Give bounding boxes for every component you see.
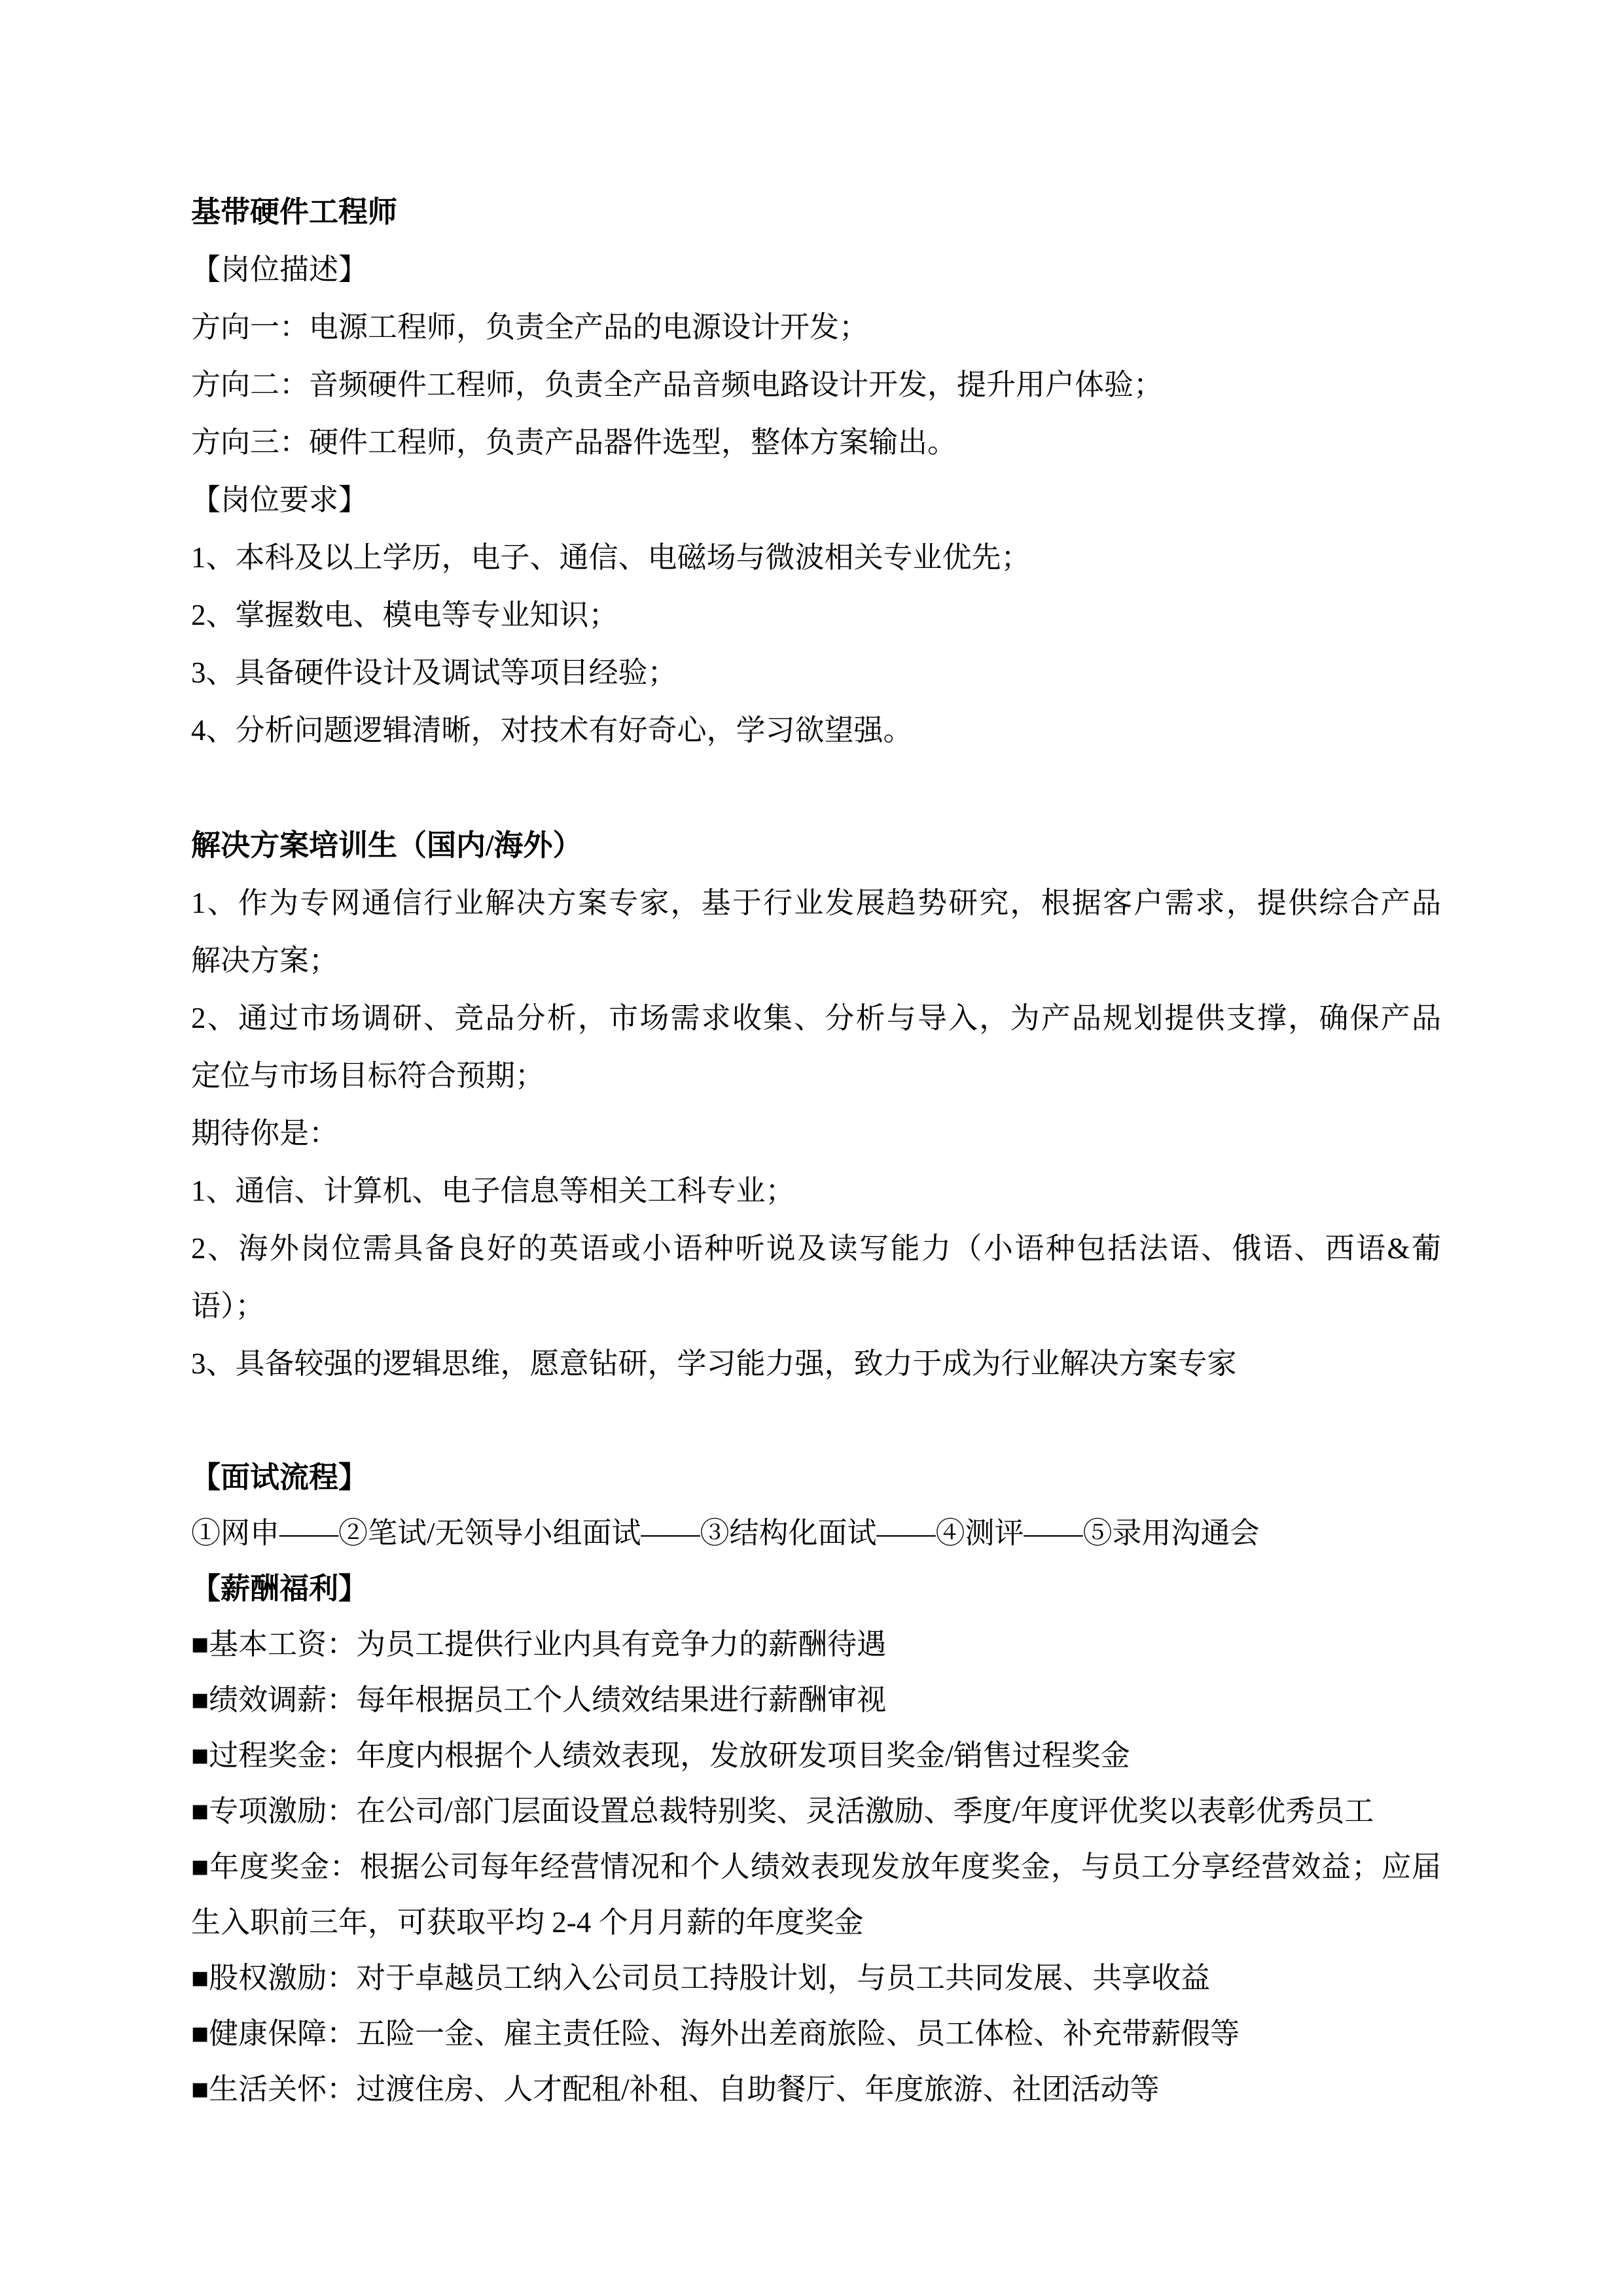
expectation-1-line: 1、通信、计算机、电子信息等相关工科专业；: [191, 1174, 795, 1207]
benefit-annual-bonus-line-1: ■年度奖金：根据公司每年经营情况和个人绩效表现发放年度奖金，与员工分享经营效益；应届: [191, 1850, 1441, 1883]
section-label-job-requirements: 【岗位要求】: [191, 484, 368, 516]
benefit-health-protection-line: ■健康保障：五险一金、雇主责任险、海外出差商旅险、员工体检、补充带薪假等: [191, 2017, 1240, 2050]
requirement-2-line: 2、掌握数电、模电等专业知识；: [191, 599, 618, 631]
expectation-intro-line: 期待你是：: [191, 1117, 339, 1150]
section-label-compensation-benefits: 【薪酬福利】: [191, 1572, 368, 1605]
requirement-3-line: 3、具备硬件设计及调试等项目经验；: [191, 656, 677, 689]
benefit-annual-bonus-line-2: 生入职前三年，可获取平均 2-4 个月月薪的年度奖金: [191, 1906, 864, 1939]
benefit-performance-raise-line: ■绩效调薪：每年根据员工个人绩效结果进行薪酬审视: [191, 1684, 887, 1716]
direction-3-line: 方向三：硬件工程师，负责产品器件选型，整体方案输出。: [191, 426, 957, 459]
job-title-baseband: 基带硬件工程师: [191, 196, 398, 228]
benefit-life-care-line: ■生活关怀：过渡住房、人才配租/补租、自助餐厅、年度旅游、社团活动等: [191, 2073, 1160, 2106]
document-content: [191, 183, 1441, 2117]
direction-2-line: 方向二：音频硬件工程师，负责全产品音频电路设计开发，提升用户体验；: [191, 368, 1164, 401]
section-label-interview-process: 【面试流程】: [191, 1461, 368, 1494]
section-gap: [191, 759, 1441, 817]
expectation-2-line-1: 2、海外岗位需具备良好的英语或小语种听说及读写能力（小语种包括法语、俄语、西语&葡: [191, 1232, 1441, 1265]
expectation-3-line: 3、具备较强的逻辑思维，愿意钻研，学习能力强，致力于成为行业解决方案专家: [191, 1347, 1237, 1380]
requirement-1-line: 1、本科及以上学历，电子、通信、电磁场与微波相关专业优先；: [191, 541, 1031, 574]
trainee-duty-1-line-2: 解决方案；: [191, 944, 339, 977]
job-title-solution-trainee: 解决方案培训生（国内/海外）: [191, 829, 582, 862]
section-gap: [191, 1392, 1441, 1450]
trainee-duty-1-line-1: 1、作为专网通信行业解决方案专家，基于行业发展趋势研究，根据客户需求，提供综合产品: [191, 887, 1441, 919]
benefit-special-incentive-line: ■专项激励：在公司/部门层面设置总裁特别奖、灵活激励、季度/年度评优奖以表彰优秀员工: [191, 1795, 1374, 1828]
benefit-process-bonus-line: ■过程奖金：年度内根据个人绩效表现，发放研发项目奖金/销售过程奖金: [191, 1739, 1130, 1772]
interview-and-benefits-section: [191, 1450, 1441, 2117]
expectation-2-line-2: 语）；: [191, 1290, 265, 1322]
requirement-4-line: 4、分析问题逻辑清晰，对技术有好奇心，学习欲望强。: [191, 714, 913, 747]
trainee-duty-2-line-1: 2、通过市场调研、竞品分析，市场需求收集、分析与导入，为产品规划提供支撑，确保产品: [191, 1002, 1441, 1034]
trainee-duty-2-line-2: 定位与市场目标符合预期；: [191, 1059, 545, 1092]
interview-process-line: ①网申——②笔试/无领导小组面试——③结构化面试——④测评——⑤录用沟通会: [191, 1517, 1260, 1549]
benefit-base-salary-line: ■基本工资：为员工提供行业内具有竞争力的薪酬待遇: [191, 1628, 887, 1661]
section-label-job-description: 【岗位描述】: [191, 253, 368, 286]
direction-1-line: 方向一：电源工程师，负责全产品的电源设计开发；: [191, 311, 869, 344]
benefit-equity-incentive-line: ■股权激励：对于卓越员工纳入公司员工持股计划，与员工共同发展、共享收益: [191, 1962, 1211, 1994]
